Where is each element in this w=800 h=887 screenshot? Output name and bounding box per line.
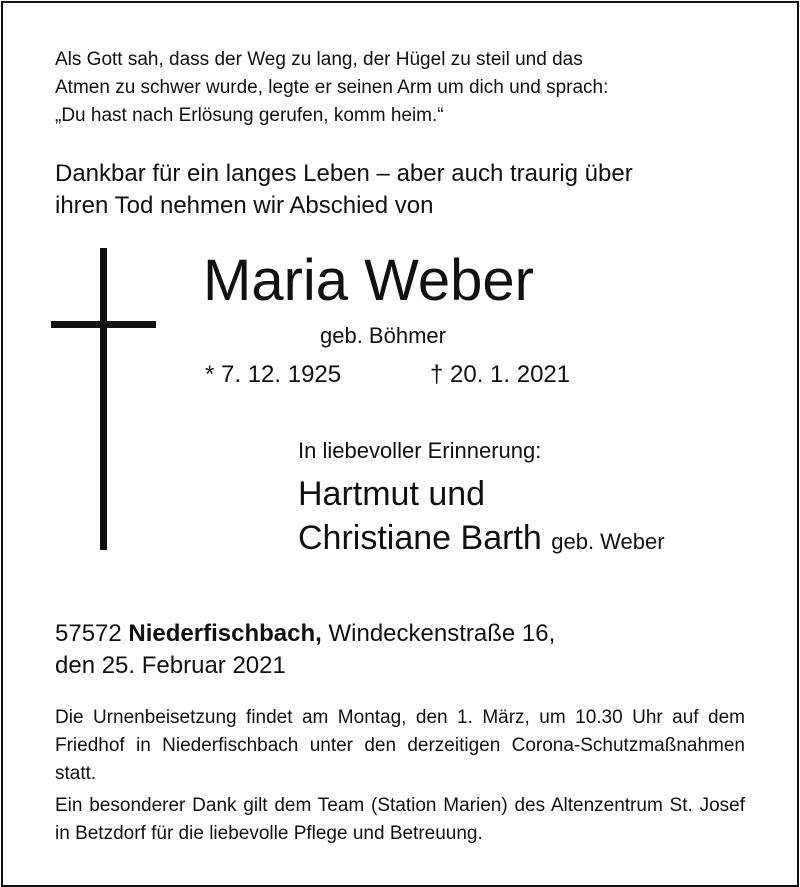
burial-note: Die Urnenbeisetzung findet am Montag, den 1. März, um 10.30 Uhr auf dem Friedhof in Niederfischbach unter den derzeitigen Corona-Schutzmaßnahmen statt. bbox=[55, 707, 745, 784]
birth-date: * 7. 12. 1925 bbox=[205, 361, 342, 388]
poem-line-2: Atmen zu schwer wurde, legte er seinen Arm um dich und sprach: bbox=[55, 77, 609, 98]
deceased-birth-name: geb. Böhmer bbox=[320, 323, 446, 348]
poem-line-1: Als Gott sah, dass der Weg zu lang, der Hügel zu steil und das bbox=[55, 49, 583, 70]
memory-label: In liebevoller Erinnerung: bbox=[298, 438, 542, 463]
family-line-2 bbox=[298, 518, 665, 562]
postcode: 57572 bbox=[55, 620, 122, 647]
family-line-1: Hartmut und bbox=[298, 475, 486, 513]
address-line bbox=[55, 618, 555, 650]
cross-horizontal-bar bbox=[51, 321, 156, 328]
family-name: Christiane Barth bbox=[298, 519, 542, 557]
intro-line-1: Dankbar für ein langes Leben – aber auch traurig über bbox=[55, 160, 633, 187]
deceased-name: Maria Weber bbox=[203, 248, 534, 313]
town: Niederfischbach, bbox=[128, 620, 322, 647]
street: Windeckenstraße 16, bbox=[328, 620, 556, 647]
family-maiden-name: geb. Weber bbox=[551, 529, 665, 554]
cross-vertical-bar bbox=[100, 248, 107, 550]
poem-line-3: „Du hast nach Erlösung gerufen, komm heim.“ bbox=[55, 105, 444, 126]
address-date: den 25. Februar 2021 bbox=[55, 652, 286, 679]
intro-line-2: ihren Tod nehmen wir Abschied von bbox=[55, 192, 434, 219]
death-date: † 20. 1. 2021 bbox=[430, 361, 571, 388]
thanks-note: Ein besonderer Dank gilt dem Team (Station Marien) des Altenzentrum St. Josef in Betzdorf für die liebevolle Pflege und Betreuung. bbox=[55, 795, 745, 844]
